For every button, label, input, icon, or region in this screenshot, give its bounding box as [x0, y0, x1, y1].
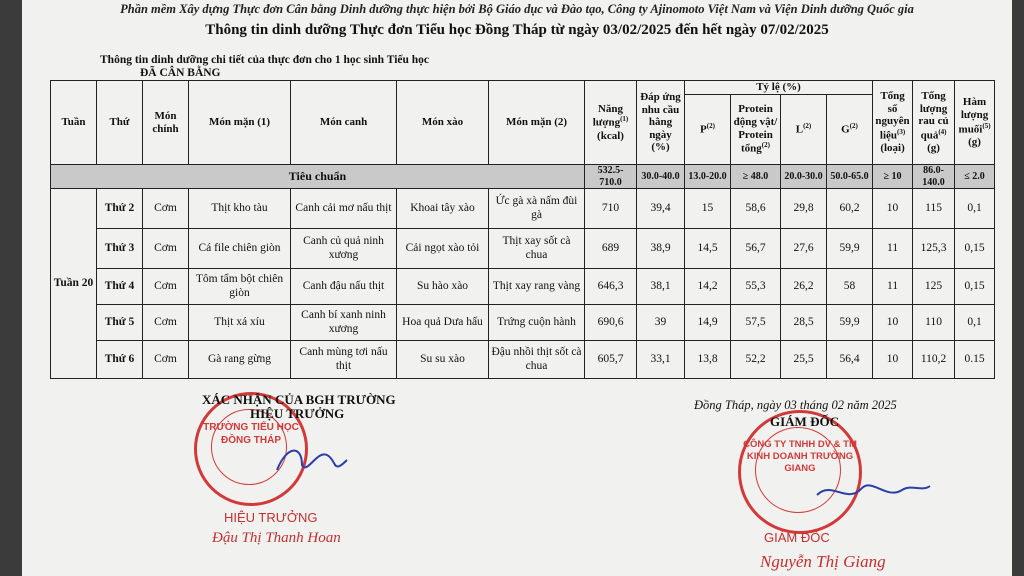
standard-row: [51, 165, 995, 189]
table-row: [51, 269, 995, 305]
document-page: [22, 0, 1012, 576]
standard-p: 13.0-20.0: [685, 165, 731, 189]
protein-cell: 58,6: [731, 189, 781, 229]
main-dish-cell: Cơm: [143, 341, 189, 379]
col-header-p: $P^{(2)}$: [685, 95, 731, 165]
balance-status: ĐÃ CÂN BẰNG: [140, 67, 221, 79]
standard-salt: ≤ 2.0: [955, 165, 995, 189]
table-row: [51, 189, 995, 229]
principal-role-stamp: HIỆU TRƯỞNG: [224, 510, 318, 525]
soup-cell: Canh đậu nấu thịt: [291, 269, 397, 305]
g-cell: 58: [827, 269, 873, 305]
soup-cell: Canh bí xanh ninh xương: [291, 305, 397, 341]
page-title: Thông tin dinh dưỡng Thực đơn Tiểu học Đồng Tháp từ ngày 03/02/2025 đến hết ngày 07/02/2025: [205, 22, 829, 38]
col-header-stir-fry: Món xào: [397, 81, 489, 165]
day-cell: Thứ 4: [97, 269, 143, 305]
savory1-cell: Thịt xá xíu: [189, 305, 291, 341]
main-dish-cell: Cơm: [143, 189, 189, 229]
savory1-cell: Cá file chiên giòn: [189, 229, 291, 269]
energy-cell: 605,7: [585, 341, 637, 379]
daily-need-cell: 33,1: [637, 341, 685, 379]
col-header-l: $L^{(2)}$: [781, 95, 827, 165]
main-dish-cell: Cơm: [143, 229, 189, 269]
energy-cell: 646,3: [585, 269, 637, 305]
soup-cell: Canh củ quả ninh xương: [291, 229, 397, 269]
savory1-cell: Gà rang gừng: [189, 341, 291, 379]
stir-fry-cell: Su su xào: [397, 341, 489, 379]
director-role: GIÁM ĐỐC: [770, 414, 839, 429]
col-header-savory-1: Món mặn (1): [189, 81, 291, 165]
soup-cell: Canh cải mơ nấu thịt: [291, 189, 397, 229]
savory2-cell: Đậu nhồi thịt sốt cà chua: [489, 341, 585, 379]
table-row: [51, 341, 995, 379]
p-cell: 14,9: [685, 305, 731, 341]
ingredients-cell: 10: [873, 341, 913, 379]
subtitle: Thông tin dinh dưỡng chi tiết của thực đơn cho 1 học sinh Tiểu học: [100, 54, 430, 66]
col-header-daily-need: Đáp ứng nhu cầu hằng ngày (%): [637, 81, 685, 165]
standard-label: Tiêu chuẩn: [51, 165, 585, 189]
savory1-cell: Thịt kho tàu: [189, 189, 291, 229]
col-header-main-dish: Món chính: [143, 81, 189, 165]
vegetables-cell: 125,3: [913, 229, 955, 269]
g-cell: 59,9: [827, 229, 873, 269]
ingredients-cell: 11: [873, 229, 913, 269]
col-header-salt: Hàm lượng muối$^{(5)}$ (g): [955, 81, 995, 165]
p-cell: 14,5: [685, 229, 731, 269]
table-row: [51, 305, 995, 341]
protein-cell: 56,7: [731, 229, 781, 269]
col-header-g: $G^{(2)}$: [827, 95, 873, 165]
protein-cell: 57,5: [731, 305, 781, 341]
col-header-day: Thứ: [97, 81, 143, 165]
standard-l: 20.0-30.0: [781, 165, 827, 189]
salt-cell: 0,15: [955, 229, 995, 269]
l-cell: 28,5: [781, 305, 827, 341]
col-header-ingredient-count: Tổng số nguyên liệu$^{(3)}$ (loại): [873, 81, 913, 165]
director-name: Nguyễn Thị Giang: [760, 552, 886, 571]
protein-cell: 52,2: [731, 341, 781, 379]
standard-vegetables: 86.0-140.0: [913, 165, 955, 189]
week-cell: Tuần 20: [51, 189, 97, 379]
day-cell: Thứ 3: [97, 229, 143, 269]
salt-cell: 0,1: [955, 189, 995, 229]
software-credit-line: Phần mềm Xây dựng Thực đơn Cân bằng Dinh dưỡng thực hiện bởi Bộ Giáo dục và Đào tạo, Công ty Ajinomoto Việt Nam và Viện Dinh dưỡng Quốc gia: [120, 2, 914, 16]
ingredients-cell: 10: [873, 189, 913, 229]
standard-g: 50.0-65.0: [827, 165, 873, 189]
confirmation-title: XÁC NHẬN CỦA BGH TRƯỜNG: [202, 392, 396, 407]
savory2-cell: Trứng cuộn hành: [489, 305, 585, 341]
main-dish-cell: Cơm: [143, 269, 189, 305]
director-signature: [812, 470, 932, 510]
protein-cell: 55,3: [731, 269, 781, 305]
vegetables-cell: 115: [913, 189, 955, 229]
day-cell: Thứ 5: [97, 305, 143, 341]
standard-ingredients: ≥ 10: [873, 165, 913, 189]
col-header-savory-2: Món mặn (2): [489, 81, 585, 165]
salt-cell: 0,1: [955, 305, 995, 341]
savory2-cell: Thịt xay sốt cà chua: [489, 229, 585, 269]
l-cell: 26,2: [781, 269, 827, 305]
col-header-soup: Món canh: [291, 81, 397, 165]
company-stamp-text: CÔNG TY TNHH DV & TM KINH DOANH TRƯỜNG GIANG: [743, 439, 857, 474]
col-header-ratio: Tỷ lệ (%): [685, 81, 873, 95]
signing-date: Đồng Tháp, ngày 03 tháng 02 năm 2025: [694, 398, 897, 412]
g-cell: 56,4: [827, 341, 873, 379]
table-row: [51, 229, 995, 269]
col-header-vegetables: Tổng lượng rau củ quả$^{(4)}$ (g): [913, 81, 955, 165]
salt-cell: 0.15: [955, 341, 995, 379]
principal-name: Đậu Thị Thanh Hoan: [212, 530, 341, 546]
stir-fry-cell: Su hào xào: [397, 269, 489, 305]
vegetables-cell: 110,2: [913, 341, 955, 379]
l-cell: 29,8: [781, 189, 827, 229]
savory2-cell: Thịt xay rang vàng: [489, 269, 585, 305]
vegetables-cell: 110: [913, 305, 955, 341]
day-cell: Thứ 2: [97, 189, 143, 229]
daily-need-cell: 39,4: [637, 189, 685, 229]
p-cell: 14,2: [685, 269, 731, 305]
daily-need-cell: 39: [637, 305, 685, 341]
principal-role: HIỆU TRƯỞNG: [250, 406, 345, 421]
salt-cell: 0,15: [955, 269, 995, 305]
daily-need-cell: 38,1: [637, 269, 685, 305]
col-header-energy: Năng lượng$^{(1)}$ (kcal): [585, 81, 637, 165]
energy-cell: 710: [585, 189, 637, 229]
director-role-stamp: GIÁM ĐỐC: [764, 530, 830, 545]
principal-signature: [272, 440, 352, 480]
standard-protein: ≥ 48.0: [731, 165, 781, 189]
daily-need-cell: 38,9: [637, 229, 685, 269]
main-dish-cell: Cơm: [143, 305, 189, 341]
g-cell: 60,2: [827, 189, 873, 229]
stir-fry-cell: Khoai tây xào: [397, 189, 489, 229]
standard-energy: 532.5-710.0: [585, 165, 637, 189]
standard-daily-need: 30.0-40.0: [637, 165, 685, 189]
l-cell: 27,6: [781, 229, 827, 269]
g-cell: 59,9: [827, 305, 873, 341]
vegetables-cell: 125: [913, 269, 955, 305]
energy-cell: 690,6: [585, 305, 637, 341]
energy-cell: 689: [585, 229, 637, 269]
p-cell: 15: [685, 189, 731, 229]
col-header-week: Tuần: [51, 81, 97, 165]
day-cell: Thứ 6: [97, 341, 143, 379]
p-cell: 13,8: [685, 341, 731, 379]
savory1-cell: Tôm tẩm bột chiên giòn: [189, 269, 291, 305]
col-header-protein: Protein động vật/ Protein tổng$^{(2)}$: [731, 95, 781, 165]
savory2-cell: Ức gà xà nấm đùi gà: [489, 189, 585, 229]
stir-fry-cell: Cải ngọt xào tỏi: [397, 229, 489, 269]
ingredients-cell: 11: [873, 269, 913, 305]
school-stamp-text: TRƯỜNG TIỂU HỌC ĐỒNG THÁP: [203, 422, 299, 446]
soup-cell: Canh mùng tơi nấu thịt: [291, 341, 397, 379]
l-cell: 25,5: [781, 341, 827, 379]
ingredients-cell: 10: [873, 305, 913, 341]
stir-fry-cell: Hoa quả Dưa hấu: [397, 305, 489, 341]
nutrition-table: [50, 80, 995, 379]
